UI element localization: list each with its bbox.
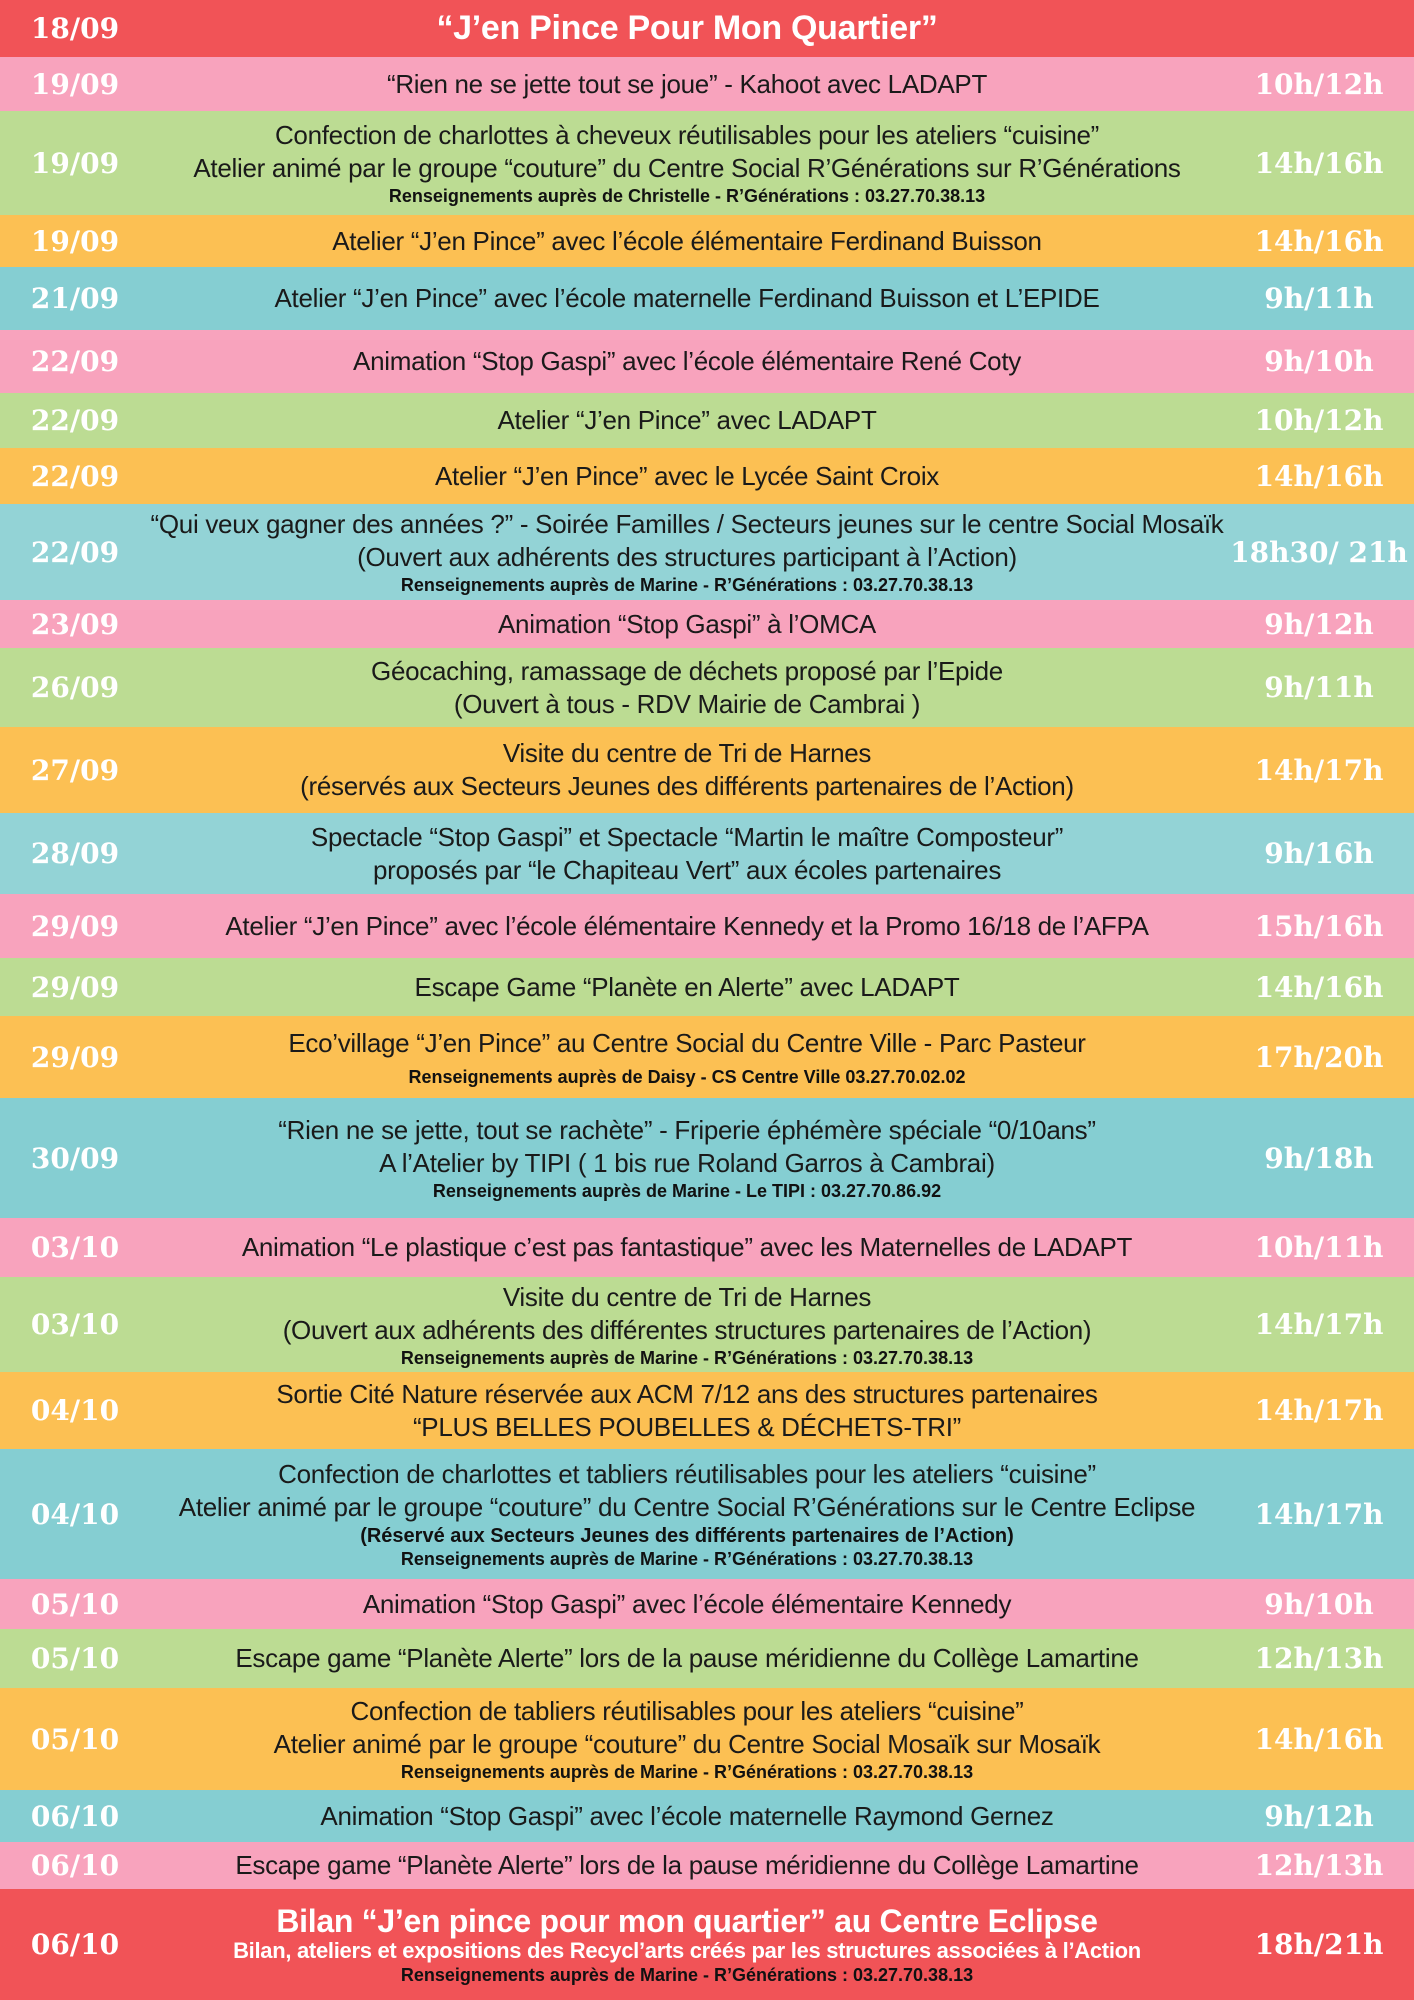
event-time: 14h/16h	[1254, 146, 1384, 180]
bilan-content	[150, 1889, 1224, 2000]
event-date: 29/09	[30, 1040, 120, 1074]
event-content	[150, 727, 1224, 813]
event-description: Confection de charlottes et tabliers réutilisables pour les ateliers “cuisine”	[278, 1459, 1096, 1489]
event-description: Géocaching, ramassage de déchets proposé par l’Epide	[371, 655, 1003, 686]
event-date: 23/09	[30, 607, 120, 641]
event-content	[150, 504, 1224, 600]
event-description: Confection de tabliers réutilisables pour les ateliers “cuisine”	[350, 1696, 1024, 1726]
event-date: 27/09	[30, 753, 120, 787]
event-description: Animation “Stop Gaspi” avec l’école élémentaire Kennedy	[362, 1588, 1012, 1619]
event-time: 14h/17h	[1254, 1308, 1384, 1341]
event-content	[150, 1449, 1224, 1579]
header-content	[150, 0, 1224, 57]
event-description: “PLUS BELLES POUBELLES & DÉCHETS-TRI”	[412, 1411, 962, 1442]
event-date: 30/09	[30, 1141, 120, 1175]
event-description: Atelier “J’en Pince” avec l’école élémentaire Kennedy et la Promo 16/18 de l’AFPA	[225, 910, 1149, 941]
event-time: 9h/18h	[1264, 1141, 1374, 1175]
event-content	[150, 1218, 1224, 1277]
event-description: “Qui veux gagner des années ?” - Soirée Familles / Secteurs jeunes sur le centre Social Mosaïk	[150, 509, 1224, 539]
event-time: 14h/16h	[1254, 224, 1384, 258]
event-description: Eco’village “J’en Pince” au Centre Social du Centre Ville - Parc Pasteur	[288, 1027, 1086, 1058]
event-row	[0, 1218, 1414, 1277]
event-date: 29/09	[30, 909, 120, 943]
event-time: 12h/13h	[1254, 1642, 1384, 1675]
event-row	[0, 1449, 1414, 1579]
event-content	[150, 1688, 1224, 1790]
event-content	[150, 1629, 1224, 1688]
event-row	[0, 1098, 1414, 1218]
event-content	[150, 393, 1224, 448]
event-content	[150, 1016, 1224, 1098]
event-description: Animation “Le plastique c’est pas fantastique” avec les Maternelles de LADAPT	[241, 1232, 1133, 1262]
event-contact: Renseignements auprès de Marine - R’Générations : 03.27.70.38.13	[400, 575, 974, 595]
event-time: 10h/12h	[1254, 67, 1384, 101]
event-content	[150, 57, 1224, 111]
event-row	[0, 1790, 1414, 1842]
event-row	[0, 1372, 1414, 1449]
header-date: 18/09	[30, 12, 120, 45]
bilan-row	[0, 1889, 1414, 2000]
event-time: 9h/12h	[1264, 607, 1374, 641]
event-date: 03/10	[30, 1308, 120, 1341]
event-content	[150, 215, 1224, 267]
event-row	[0, 1016, 1414, 1098]
event-content	[150, 330, 1224, 393]
event-contact: Renseignements auprès de Marine - R’Générations : 03.27.70.38.13	[400, 1347, 974, 1368]
event-content	[150, 267, 1224, 330]
event-description: Atelier “J’en Pince” avec l’école maternelle Ferdinand Buisson et L’EPIDE	[274, 283, 1100, 313]
event-description: Visite du centre de Tri de Harnes	[502, 738, 872, 768]
event-content	[150, 600, 1224, 648]
event-time: 9h/16h	[1264, 837, 1374, 870]
event-description: (Ouvert aux adhérents des différentes structures partenaires de l’Action)	[282, 1314, 1092, 1345]
event-content	[150, 1277, 1224, 1372]
event-content	[150, 1842, 1224, 1889]
event-content	[150, 894, 1224, 958]
event-time: 17h/20h	[1254, 1040, 1384, 1074]
event-time: 10h/12h	[1254, 404, 1384, 437]
event-description: A l’Atelier by TIPI ( 1 bis rue Roland Garros à Cambrai)	[379, 1148, 995, 1178]
event-date: 22/09	[30, 345, 120, 378]
event-content	[150, 111, 1224, 215]
event-description: Atelier “J’en Pince” avec LADAPT	[497, 405, 877, 435]
event-time: 14h/16h	[1254, 1722, 1384, 1756]
event-time: 10h/11h	[1254, 1231, 1384, 1264]
event-time: 9h/11h	[1264, 282, 1374, 315]
event-date: 29/09	[30, 970, 120, 1004]
bilan-date: 06/10	[30, 1928, 120, 1961]
event-date: 22/09	[30, 459, 120, 493]
event-time: 9h/10h	[1264, 1587, 1374, 1621]
event-restriction: (Réservé aux Secteurs Jeunes des différents partenaires de l’Action)	[360, 1525, 1014, 1547]
event-date: 28/09	[30, 837, 120, 870]
event-contact: Renseignements auprès de Christelle - R’Générations : 03.27.70.38.13	[388, 186, 986, 206]
event-description: (réservés aux Secteurs Jeunes des différents partenaires de l’Action)	[300, 771, 1074, 801]
event-description: (Ouvert aux adhérents des structures participant à l’Action)	[357, 542, 1017, 572]
event-time: 9h/10h	[1264, 345, 1374, 378]
event-time: 9h/11h	[1264, 671, 1374, 704]
event-row	[0, 215, 1414, 267]
event-description: Escape game “Planète Alerte” lors de la pause méridienne du Collège Lamartine	[235, 1850, 1139, 1880]
event-row	[0, 813, 1414, 894]
event-row	[0, 894, 1414, 958]
event-row	[0, 727, 1414, 813]
bilan-subtitle: Bilan, ateliers et expositions des Recycl’arts créés par les structures associées à l’Action	[233, 1937, 1141, 1963]
event-description: Atelier “J’en Pince” avec l’école élémentaire Ferdinand Buisson	[332, 225, 1042, 256]
event-date: 22/09	[30, 535, 120, 569]
event-row	[0, 504, 1414, 600]
event-row	[0, 600, 1414, 648]
event-time: 18h30/ 21h	[1230, 535, 1408, 569]
event-date: 06/10	[30, 1799, 120, 1833]
event-contact: Renseignements auprès de Marine - R’Générations : 03.27.70.38.13	[400, 1762, 974, 1782]
event-content	[150, 958, 1224, 1016]
event-description: (Ouvert à tous - RDV Mairie de Cambrai )	[453, 688, 921, 719]
event-time: 12h/13h	[1254, 1849, 1384, 1882]
event-time: 14h/17h	[1254, 1394, 1384, 1427]
event-time: 14h/16h	[1254, 970, 1384, 1004]
event-time: 14h/17h	[1254, 1497, 1384, 1531]
event-date: 05/10	[30, 1642, 120, 1675]
bilan-time: 18h/21h	[1254, 1928, 1384, 1961]
event-content	[150, 813, 1224, 894]
event-row	[0, 1579, 1414, 1629]
event-date: 05/10	[30, 1587, 120, 1621]
event-row	[0, 1842, 1414, 1889]
event-description: Escape Game “Planète en Alerte” avec LADAPT	[414, 971, 960, 1002]
event-date: 05/10	[30, 1722, 120, 1756]
event-description: Animation “Stop Gaspi” avec l’école élémentaire René Coty	[353, 346, 1021, 376]
event-description: Atelier “J’en Pince” avec le Lycée Saint Croix	[434, 460, 940, 491]
event-description: Visite du centre de Tri de Harnes	[502, 1281, 872, 1312]
event-date: 19/09	[30, 146, 120, 180]
event-description: Atelier animé par le groupe “couture” du Centre Social R’Générations sur le Centre Eclipse	[178, 1492, 1196, 1522]
event-description: proposés par “le Chapiteau Vert” aux écoles partenaires	[372, 854, 1002, 885]
event-content	[150, 448, 1224, 504]
event-content	[150, 1790, 1224, 1842]
event-date: 22/09	[30, 404, 120, 437]
event-date: 19/09	[30, 67, 120, 101]
event-row	[0, 57, 1414, 111]
event-time: 15h/16h	[1254, 909, 1384, 943]
event-description: Animation “Stop Gaspi” à l’OMCA	[498, 608, 876, 639]
event-description: Sortie Cité Nature réservée aux ACM 7/12 ans des structures partenaires	[276, 1378, 1098, 1409]
event-description: Atelier animé par le groupe “couture” du Centre Social Mosaïk sur Mosaïk	[273, 1729, 1101, 1759]
event-row	[0, 1277, 1414, 1372]
event-time: 14h/17h	[1254, 753, 1384, 787]
event-description: Spectacle “Stop Gaspi” et Spectacle “Martin le maître Composteur”	[310, 821, 1064, 852]
event-description: “Rien ne se jette, tout se rachète” - Friperie éphémère spéciale “0/10ans”	[278, 1115, 1096, 1145]
event-row	[0, 1629, 1414, 1688]
event-row	[0, 111, 1414, 215]
event-description: Animation “Stop Gaspi” avec l’école maternelle Raymond Gernez	[320, 1800, 1054, 1831]
header-row	[0, 0, 1414, 57]
event-date: 06/10	[30, 1849, 120, 1882]
event-date: 04/10	[30, 1497, 120, 1531]
event-date: 26/09	[30, 671, 120, 704]
event-content	[150, 648, 1224, 727]
event-contact: Renseignements auprès de Daisy - CS Centre Ville 03.27.70.02.02	[408, 1066, 966, 1087]
event-date: 21/09	[30, 282, 120, 315]
event-content	[150, 1098, 1224, 1218]
event-description: Escape game “Planète Alerte” lors de la pause méridienne du Collège Lamartine	[235, 1643, 1139, 1673]
event-row	[0, 330, 1414, 393]
bilan-title: Bilan “J’en pince pour mon quartier” au Centre Eclipse	[276, 1902, 1098, 1939]
event-row	[0, 393, 1414, 448]
event-row	[0, 648, 1414, 727]
event-row	[0, 267, 1414, 330]
event-contact: Renseignements auprès de Marine - R’Générations : 03.27.70.38.13	[400, 1549, 974, 1569]
event-date: 03/10	[30, 1231, 120, 1264]
event-description: Confection de charlottes à cheveux réutilisables pour les ateliers “cuisine”	[274, 120, 1100, 150]
event-contact: Renseignements auprès de Marine - Le TIPI : 03.27.70.86.92	[432, 1181, 942, 1201]
event-content	[150, 1372, 1224, 1449]
event-content	[150, 1579, 1224, 1629]
event-row	[0, 1688, 1414, 1790]
page-title: “J’en Pince Pour Mon Quartier”	[436, 9, 938, 47]
event-time: 9h/12h	[1264, 1799, 1374, 1833]
event-date: 19/09	[30, 224, 120, 258]
event-description: Atelier animé par le groupe “couture” du Centre Social R’Générations sur R’Générations	[193, 153, 1181, 183]
event-description: “Rien ne se jette tout se joue” - Kahoot avec LADAPT	[386, 68, 988, 99]
bilan-contact: Renseignements auprès de Marine - R’Générations : 03.27.70.38.13	[400, 1964, 974, 1985]
event-date: 04/10	[30, 1394, 120, 1427]
event-row	[0, 448, 1414, 504]
event-row	[0, 958, 1414, 1016]
event-time: 14h/16h	[1254, 459, 1384, 493]
